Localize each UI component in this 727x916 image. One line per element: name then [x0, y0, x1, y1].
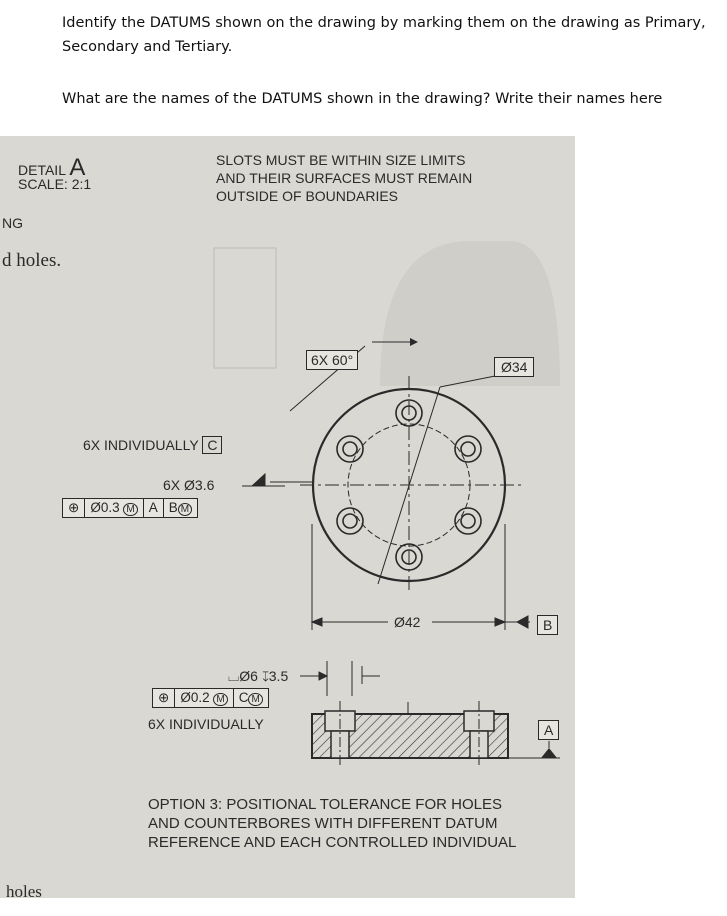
- option-line-2: AND COUNTERBORES WITH DIFFERENT DATUM: [148, 815, 498, 832]
- individually-c-text: 6X INDIVIDUALLY: [83, 437, 199, 453]
- datum-b-box: B: [537, 615, 558, 635]
- detail-word: DETAIL: [18, 162, 66, 178]
- option-line-3: REFERENCE AND EACH CONTROLLED INDIVIDUAL: [148, 834, 517, 851]
- option-line-1: OPTION 3: POSITIONAL TOLERANCE FOR HOLES: [148, 796, 502, 813]
- fcf2-tol: Ø0.2: [180, 690, 210, 705]
- individually-c-label: [83, 437, 222, 453]
- fcf2-ref-c: C: [238, 690, 249, 705]
- note-line-1: SLOTS MUST BE WITHIN SIZE LIMITS: [216, 152, 466, 168]
- note-line-2: AND THEIR SURFACES MUST REMAIN: [216, 170, 473, 186]
- margin-bottom-holes: holes: [6, 882, 42, 898]
- fcf1-ref-b-mod: M: [178, 503, 192, 516]
- datum-c-box: C: [202, 436, 222, 454]
- fcf2-mod: M: [213, 693, 227, 706]
- fcf-position-counterbore: [152, 688, 269, 708]
- hole-count-label: 6X Ø3.6: [163, 477, 215, 493]
- fcf-position-holes: [62, 498, 198, 518]
- fcf2-ref-c-mod: M: [248, 693, 262, 706]
- fcf1-mod: M: [123, 503, 137, 516]
- detail-letter: A: [69, 154, 86, 181]
- margin-holes: d holes.: [2, 250, 62, 271]
- fcf1-tol: Ø0.3: [90, 500, 120, 515]
- fcf1-ref-b: B: [168, 500, 178, 515]
- angle-box: 6X 60°: [306, 350, 358, 370]
- datum-a-box: A: [538, 720, 559, 740]
- outer-dia-box: Ø34: [494, 357, 534, 377]
- position-icon: ⊕: [63, 499, 85, 517]
- section-view: [312, 701, 560, 768]
- bolt-circle-dim: Ø42: [394, 614, 421, 630]
- question-identify-datums: Identify the DATUMS shown on the drawing by marking them on the drawing as Primary, Secondary and Tertiary.: [62, 15, 706, 55]
- scale-label: SCALE: 2:1: [18, 176, 92, 192]
- counterbore-label: ⌴Ø6 ↧3.5: [228, 668, 289, 684]
- note-line-3: OUTSIDE OF BOUNDARIES: [216, 188, 399, 204]
- position-icon-2: ⊕: [153, 689, 175, 707]
- individually-label: 6X INDIVIDUALLY: [148, 716, 264, 732]
- margin-ng: NG: [2, 215, 23, 231]
- question-datum-names: What are the names of the DATUMS shown in the drawing? Write their names here: [62, 91, 663, 107]
- fcf1-ref-a: A: [144, 499, 164, 517]
- drawing-photo: [0, 136, 575, 898]
